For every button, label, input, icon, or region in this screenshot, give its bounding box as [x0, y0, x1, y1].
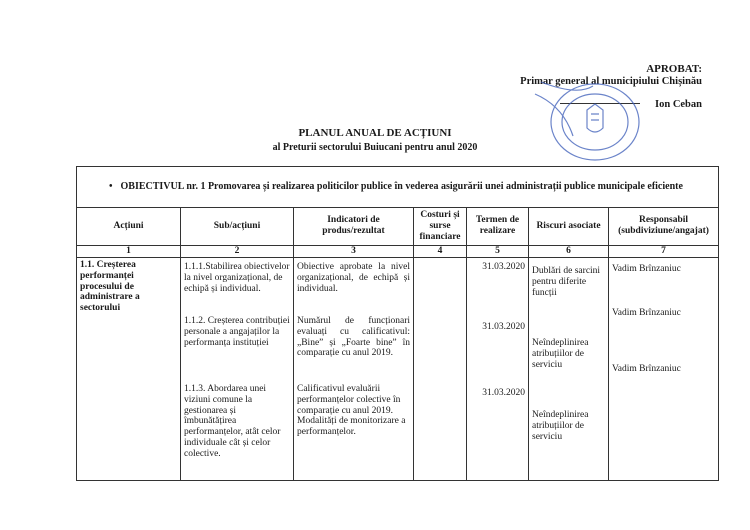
risk-1: Dublări de sarcini pentru diferite funcții — [532, 265, 601, 298]
col-number: 4 — [414, 245, 467, 257]
responsible-2: Vadim Brînzaniuc — [612, 307, 681, 318]
col-number: 3 — [294, 245, 414, 257]
deadline-3: 31.03.2020 — [482, 387, 525, 398]
col-header-risks: Riscuri asociate — [529, 208, 609, 246]
col-number: 5 — [467, 245, 529, 257]
responsible-1: Vadim Brînzaniuc — [612, 263, 681, 274]
indicator-1: Obiective aprobate la nivel organizațional, de echipă și individual. — [297, 261, 410, 294]
risks-cell — [529, 257, 609, 480]
action-cell — [77, 257, 181, 480]
mayor-role: Primar general al municipiului Chișinău — [520, 76, 702, 87]
mayor-name: Ion Ceban — [655, 99, 702, 110]
col-header-subactions: Sub/acțiuni — [181, 208, 294, 246]
subaction-2: 1.1.2. Creșterea contribuției personale a angajaților la performanța instituției — [184, 315, 290, 348]
costs-cell — [414, 257, 467, 480]
indicator-3: Calificativul evaluării performanțelor colective în comparație cu anul 2019. Modalități de monitorizare a performanțelor. — [297, 383, 406, 438]
bullet-icon: • — [109, 181, 113, 193]
responsible-3: Vadim Brînzaniuc — [612, 363, 681, 374]
indicator-2: Numărul de funcționari evaluați cu calificativul: „Bine” și „Foarte bine” în comparație cu anul 2019. — [297, 315, 410, 359]
subaction-1: 1.1.1.Stabilirea obiectivelor la nivel organizațional, de echipă și individual. — [184, 261, 290, 294]
deadline-cell — [467, 257, 529, 480]
col-number: 1 — [77, 245, 181, 257]
indicators-cell — [294, 257, 414, 480]
risk-2: Neîndeplinirea atribuțiilor de serviciu — [532, 337, 589, 370]
col-header-deadline: Termen de realizare — [467, 208, 529, 246]
col-number: 7 — [609, 245, 719, 257]
action-title: 1.1. Creșterea performanței procesului de administrare a sectorului — [80, 259, 140, 314]
subaction-3: 1.1.3. Abordarea unei viziuni comune la gestionarea și îmbunătățirea performanțelor, atât celor individuale cât și celor colective. — [184, 383, 281, 460]
plan-title: PLANUL ANUAL DE ACȚIUNI — [298, 127, 452, 139]
col-number: 2 — [181, 245, 294, 257]
objective-row — [77, 167, 719, 208]
col-header-responsible: Responsabil (subdiviziune/angajat) — [609, 208, 719, 246]
deadline-1: 31.03.2020 — [482, 261, 525, 272]
plan-subtitle: al Preturii sectorului Buiucani pentru anul 2020 — [272, 142, 478, 153]
responsible-cell — [609, 257, 719, 480]
col-header-indicators: Indicatori de produs/rezultat — [294, 208, 414, 246]
table-row — [77, 257, 719, 480]
col-header-actions: Acțiuni — [77, 208, 181, 246]
subactions-cell — [181, 257, 294, 480]
header-row — [77, 208, 719, 246]
column-number-row — [77, 245, 719, 257]
col-number: 6 — [529, 245, 609, 257]
col-header-costs: Costuri și surse financiare — [414, 208, 467, 246]
objective-cell — [77, 167, 719, 208]
action-plan-table — [76, 166, 719, 481]
objective-text: OBIECTIVUL nr. 1 Promovarea și realizarea politicilor publice în vederea asigurării unei administrații publice municipale eficiente — [120, 181, 683, 193]
deadline-2: 31.03.2020 — [482, 321, 525, 332]
risk-3: Neîndeplinirea atribuțiilor de serviciu — [532, 409, 589, 442]
approved-label: APROBAT: — [646, 63, 702, 75]
